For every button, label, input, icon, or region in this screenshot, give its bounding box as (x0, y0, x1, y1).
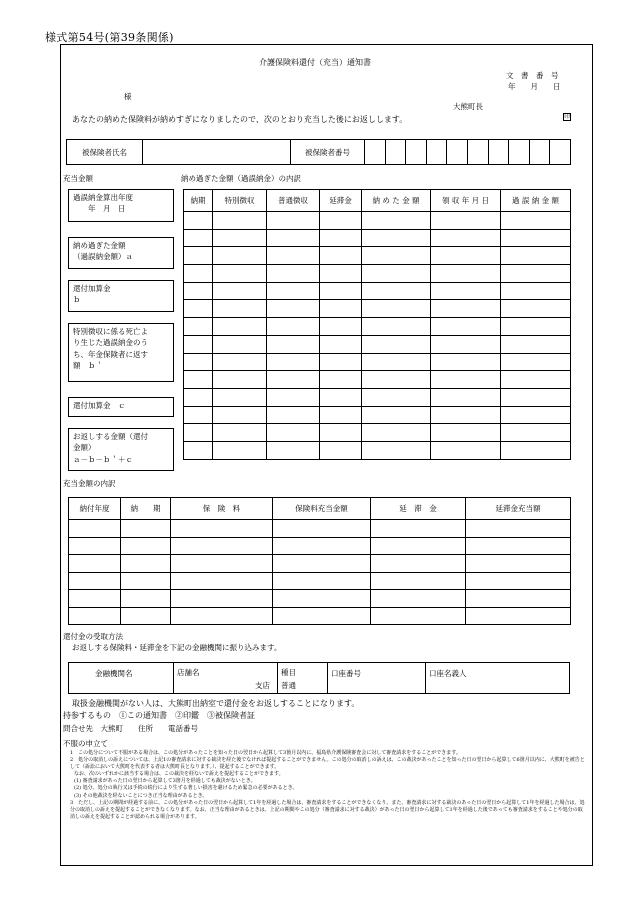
document-number-label: 文 書 番 号 (506, 71, 559, 80)
breakdown-cell[interactable] (184, 388, 213, 406)
objection-note: (1) 審査請求があった日の翌日から起算して3箇月を経過しても裁決がないとき。 (74, 778, 256, 785)
breakdown-cell[interactable] (267, 229, 320, 247)
contact-info: 問合せ先 大熊町 住所 電話番号 (63, 724, 198, 733)
breakdown-cell[interactable] (184, 406, 213, 424)
insured-number-digit[interactable] (385, 140, 406, 165)
col-header-period: 納期 (184, 190, 213, 212)
seal-mark (563, 103, 571, 122)
juto-cell[interactable] (121, 590, 171, 608)
objection-note: 3 ただし、上記の期間が経過する前に、この処分があった日の翌日から起算して1年を経過した場合は、審査請求をすることができなくなり、また、審査請求に対する裁決のあった日の翌日から起算して1年を経過した場合は、処分の取消しの訴えを提起することができなくなります。なお、正当な理由があるときは、上記の期間やこの処分（審査請求に対する裁決）があった日の翌日から起算して1年を経過した後であっても審査請求をすることや処分の取消しの訴えを提起することが認められる場合があります。 (70, 799, 585, 820)
insured-name-field[interactable] (143, 140, 291, 165)
breakdown-cell[interactable] (267, 441, 320, 459)
juto-cell[interactable] (69, 607, 121, 625)
juto-cell[interactable] (171, 590, 273, 608)
breakdown-cell[interactable] (431, 388, 501, 406)
breakdown-cell[interactable] (501, 212, 571, 230)
return-amount-formula: ａ－ｂ－ｂ＇＋ｃ (73, 454, 133, 464)
juto-header-premium: 保 険 料 (171, 498, 273, 520)
breakdown-cell[interactable] (362, 318, 431, 336)
receive-method-title: 還付金の受取方法 (63, 632, 123, 641)
refund-addition-b-letter: ｂ (73, 295, 81, 305)
juto-row (69, 537, 571, 555)
breakdown-cell[interactable] (320, 406, 362, 424)
breakdown-cell[interactable] (184, 353, 213, 371)
breakdown-cell[interactable] (431, 282, 501, 300)
juto-cell[interactable] (466, 555, 571, 573)
breakdown-cell[interactable] (501, 406, 571, 424)
breakdown-row (184, 247, 571, 265)
objection-notes (66, 750, 586, 821)
overpaid-amount-box (68, 237, 174, 269)
juto-cell[interactable] (371, 520, 466, 538)
form-number-label: 様式第54号(第39条関係) (45, 31, 174, 44)
juto-cell[interactable] (371, 555, 466, 573)
juto-cell[interactable] (171, 537, 273, 555)
document-date-label: 年 月 日 (508, 82, 561, 91)
breakdown-cell[interactable] (320, 335, 362, 353)
issuer-name: 大熊町長 (453, 102, 483, 111)
juto-row (69, 520, 571, 538)
account-holder-label: 口座名義人 (429, 669, 467, 678)
breakdown-cell[interactable] (362, 300, 431, 318)
insured-number-digit[interactable] (426, 140, 447, 165)
breakdown-cell[interactable] (213, 282, 267, 300)
pension-return-line2: り生じた過誤納金のう (73, 338, 148, 348)
juto-cell[interactable] (69, 572, 121, 590)
breakdown-cell[interactable] (501, 371, 571, 389)
breakdown-cell[interactable] (184, 424, 213, 442)
breakdown-cell[interactable] (362, 424, 431, 442)
branch-label: 店舗名 (177, 668, 200, 677)
breakdown-cell[interactable] (362, 388, 431, 406)
breakdown-cell[interactable] (267, 265, 320, 283)
insured-number-digit[interactable] (550, 140, 571, 165)
breakdown-cell[interactable] (362, 371, 431, 389)
no-bank-note: 取扱金融機関がない人は、大熊町出納室で還付金をお返しすることになります。 (72, 699, 360, 708)
juto-row (69, 572, 571, 590)
breakdown-cell[interactable] (184, 212, 213, 230)
breakdown-row (184, 229, 571, 247)
juto-row (69, 607, 571, 625)
breakdown-cell[interactable] (267, 406, 320, 424)
juto-cell[interactable] (371, 572, 466, 590)
breakdown-cell[interactable] (431, 371, 501, 389)
breakdown-row (184, 318, 571, 336)
calc-year-date: 年 月 日 (73, 204, 126, 214)
breakdown-row (184, 282, 571, 300)
section-juto-breakdown: 充当金額の内訳 (63, 479, 116, 488)
breakdown-cell[interactable] (267, 282, 320, 300)
juto-header-arrears: 延 滞 金 (371, 498, 466, 520)
breakdown-cell[interactable] (431, 424, 501, 442)
insured-number-digit[interactable] (488, 140, 509, 165)
breakdown-cell[interactable] (213, 441, 267, 459)
overpayment-breakdown-table (183, 189, 571, 460)
pension-return-line4: 額 ｂ＇ (73, 360, 103, 370)
juto-cell[interactable] (371, 607, 466, 625)
breakdown-cell[interactable] (267, 300, 320, 318)
insured-number-digit[interactable] (447, 140, 468, 165)
juto-cell[interactable] (171, 520, 273, 538)
overpaid-amount-label: 納め過ぎた金額 (73, 241, 126, 250)
breakdown-cell[interactable] (213, 371, 267, 389)
breakdown-cell[interactable] (184, 282, 213, 300)
pension-return-line3: ち、年金保険者に返す (73, 349, 148, 359)
juto-header-premium-applied: 保険料充当金額 (273, 498, 371, 520)
breakdown-cell[interactable] (320, 265, 362, 283)
breakdown-cell[interactable] (213, 335, 267, 353)
col-header-paid-amount: 納 め た 金 額 (362, 190, 431, 212)
return-amount-line2: 金額） (73, 443, 96, 453)
breakdown-cell[interactable] (431, 441, 501, 459)
notice-title: 介護保険料還付（充当）通知書 (259, 58, 371, 67)
juto-cell[interactable] (466, 537, 571, 555)
account-number-label: 口座番号 (331, 669, 361, 678)
section-juto-amount: 充当金額 (63, 174, 93, 183)
breakdown-cell[interactable] (320, 300, 362, 318)
breakdown-cell[interactable] (320, 353, 362, 371)
juto-row (69, 555, 571, 573)
insured-number-digit[interactable] (529, 140, 550, 165)
breakdown-cell[interactable] (184, 318, 213, 336)
refund-addition-b-box (68, 280, 174, 312)
branch-suffix: 支店 (255, 681, 270, 690)
breakdown-cell[interactable] (501, 282, 571, 300)
seal-icon: 印 (564, 114, 570, 120)
bank-table (68, 662, 570, 694)
col-header-arrears: 延滞金 (320, 190, 362, 212)
breakdown-cell[interactable] (320, 371, 362, 389)
breakdown-cell[interactable] (431, 335, 501, 353)
pension-return-box (68, 323, 174, 382)
breakdown-cell[interactable] (431, 406, 501, 424)
insured-number-digit[interactable] (365, 140, 386, 165)
juto-cell[interactable] (466, 590, 571, 608)
breakdown-row (184, 388, 571, 406)
breakdown-cell[interactable] (320, 282, 362, 300)
breakdown-cell[interactable] (501, 265, 571, 283)
breakdown-cell[interactable] (501, 441, 571, 459)
breakdown-cell[interactable] (501, 318, 571, 336)
breakdown-cell[interactable] (431, 318, 501, 336)
breakdown-cell[interactable] (362, 265, 431, 283)
breakdown-cell[interactable] (320, 441, 362, 459)
account-type-cell[interactable] (278, 663, 328, 694)
branch-cell[interactable] (174, 663, 278, 694)
breakdown-cell[interactable] (431, 300, 501, 318)
objection-note: (2) 処分、処分の執行又は手続の続行により生ずる著しい損害を避けるため緊急の必要があるとき。 (74, 785, 298, 792)
breakdown-cell[interactable] (431, 247, 501, 265)
juto-cell[interactable] (466, 572, 571, 590)
breakdown-cell[interactable] (362, 212, 431, 230)
juto-cell[interactable] (121, 607, 171, 625)
juto-cell[interactable] (171, 572, 273, 590)
intro-text: あなたの納めた保険料が納めすぎになりましたので、次のとおり充当した後にお返しします。 (72, 115, 408, 124)
breakdown-row (184, 441, 571, 459)
objection-note: なお、次のいずれかに該当する場合は、この裁決を経ないで訴えを提起することができます。 (74, 771, 284, 778)
calc-year-box (68, 189, 174, 222)
breakdown-cell[interactable] (213, 247, 267, 265)
col-header-receipt-date: 領 収 年 月 日 (431, 190, 501, 212)
juto-header-period: 納 期 (121, 498, 171, 520)
breakdown-cell[interactable] (320, 212, 362, 230)
breakdown-cell[interactable] (267, 353, 320, 371)
juto-header-arrears-applied: 延滞金充当額 (466, 498, 571, 520)
refund-addition-b-label: 還付加算金 (73, 284, 111, 293)
account-number-cell[interactable] (328, 663, 426, 694)
juto-cell[interactable] (466, 607, 571, 625)
breakdown-cell[interactable] (320, 318, 362, 336)
refund-addition-c-label: 還付加算金 ｃ (73, 401, 126, 410)
breakdown-cell[interactable] (362, 353, 431, 371)
breakdown-cell[interactable] (501, 424, 571, 442)
juto-cell[interactable] (69, 555, 121, 573)
breakdown-cell[interactable] (362, 282, 431, 300)
breakdown-cell[interactable] (213, 388, 267, 406)
breakdown-cell[interactable] (362, 406, 431, 424)
breakdown-row (184, 406, 571, 424)
juto-cell[interactable] (171, 555, 273, 573)
breakdown-cell[interactable] (213, 406, 267, 424)
overpaid-amount-sub: （過誤納金額）ａ (73, 252, 133, 262)
breakdown-cell[interactable] (184, 247, 213, 265)
breakdown-cell[interactable] (213, 265, 267, 283)
juto-cell[interactable] (371, 590, 466, 608)
juto-cell[interactable] (121, 572, 171, 590)
breakdown-cell[interactable] (213, 318, 267, 336)
objection-note: 1 この処分について不服がある場合は、この処分があったことを知った日の翌日から起算して3箇月以内に、福島県介護保険審査会に対して審査請求をすることができます。 (70, 750, 461, 756)
insured-number-digit[interactable] (406, 140, 427, 165)
breakdown-cell[interactable] (320, 388, 362, 406)
breakdown-cell[interactable] (267, 335, 320, 353)
juto-cell[interactable] (273, 607, 371, 625)
breakdown-cell[interactable] (320, 247, 362, 265)
breakdown-cell[interactable] (267, 371, 320, 389)
breakdown-cell[interactable] (267, 318, 320, 336)
breakdown-row (184, 212, 571, 230)
breakdown-cell[interactable] (501, 353, 571, 371)
breakdown-cell[interactable] (362, 441, 431, 459)
breakdown-cell[interactable] (184, 335, 213, 353)
col-header-overpaid: 過 誤 納 金 額 (501, 190, 571, 212)
breakdown-row (184, 424, 571, 442)
refund-addition-c-box (68, 397, 174, 417)
account-type-value: 普通 (281, 681, 296, 690)
juto-cell[interactable] (466, 520, 571, 538)
objection-note: (3) その他裁決を経ないことにつき正当な理由があるとき。 (74, 792, 208, 799)
breakdown-cell[interactable] (267, 247, 320, 265)
breakdown-cell[interactable] (184, 265, 213, 283)
calc-year-label: 過誤納金算出年度 (73, 193, 133, 202)
return-amount-box (68, 428, 174, 471)
juto-cell[interactable] (69, 590, 121, 608)
juto-cell[interactable] (121, 555, 171, 573)
juto-header-year: 納付年度 (69, 498, 121, 520)
bring-items: 持参するもの ①この通知書 ②印鑑 ③被保険者証 (63, 711, 255, 720)
breakdown-cell[interactable] (501, 247, 571, 265)
breakdown-cell[interactable] (184, 229, 213, 247)
breakdown-cell[interactable] (431, 212, 501, 230)
breakdown-row (184, 371, 571, 389)
breakdown-cell[interactable] (267, 212, 320, 230)
juto-cell[interactable] (121, 520, 171, 538)
breakdown-cell[interactable] (501, 335, 571, 353)
pension-return-line1: 特別徴収に係る死亡よ (73, 327, 148, 336)
juto-row (69, 590, 571, 608)
breakdown-cell[interactable] (362, 229, 431, 247)
breakdown-cell[interactable] (184, 300, 213, 318)
juto-cell[interactable] (371, 537, 466, 555)
breakdown-cell[interactable] (213, 229, 267, 247)
insured-number-digit[interactable] (467, 140, 488, 165)
breakdown-cell[interactable] (213, 300, 267, 318)
breakdown-cell[interactable] (501, 388, 571, 406)
bank-name-cell[interactable] (69, 663, 174, 694)
breakdown-row (184, 335, 571, 353)
breakdown-cell[interactable] (320, 229, 362, 247)
juto-cell[interactable] (69, 537, 121, 555)
breakdown-cell[interactable] (431, 353, 501, 371)
objection-note: 2 処分の取消しの訴えについては、上記1の審査請求に対する裁決を経た後でなければ提起することができません。この処分の取消しの訴えは、この裁決があったことを知った日の翌日から起算して6箇月以内に、大熊町を被告として（訴訟において大熊町を代表する者は大熊町長となります。）、提起することができます。 (70, 757, 585, 771)
juto-cell[interactable] (273, 537, 371, 555)
breakdown-cell[interactable] (431, 265, 501, 283)
breakdown-cell[interactable] (320, 424, 362, 442)
insured-number-digit[interactable] (509, 140, 530, 165)
breakdown-cell[interactable] (267, 424, 320, 442)
breakdown-cell[interactable] (267, 388, 320, 406)
breakdown-cell[interactable] (213, 212, 267, 230)
breakdown-cell[interactable] (184, 371, 213, 389)
account-holder-cell[interactable] (426, 663, 570, 694)
receive-method-desc: お返しする保険料・延滞金を下記の金融機関に振り込みます。 (72, 643, 282, 652)
juto-cell[interactable] (69, 520, 121, 538)
section-overpayment-breakdown: 納め過ぎた金額（過誤納金）の内訳 (181, 174, 301, 183)
insured-info-table (66, 139, 571, 165)
breakdown-cell[interactable] (362, 335, 431, 353)
recipient-suffix: 様 (124, 92, 132, 101)
breakdown-cell[interactable] (213, 424, 267, 442)
juto-breakdown-table (68, 497, 571, 625)
juto-cell[interactable] (273, 520, 371, 538)
insured-name-label: 被保険者氏名 (67, 140, 143, 165)
breakdown-cell[interactable] (501, 300, 571, 318)
breakdown-cell[interactable] (213, 353, 267, 371)
breakdown-cell[interactable] (184, 441, 213, 459)
breakdown-cell[interactable] (501, 229, 571, 247)
breakdown-cell[interactable] (362, 247, 431, 265)
return-amount-line1: お返しする金額（還付 (73, 432, 148, 441)
juto-cell[interactable] (273, 572, 371, 590)
insured-number-label: 被保険者番号 (291, 140, 365, 165)
col-header-normal: 普通徴収 (267, 190, 320, 212)
breakdown-row (184, 300, 571, 318)
col-header-special: 特別徴収 (213, 190, 267, 212)
account-type-label: 種目 (281, 668, 296, 677)
breakdown-row (184, 265, 571, 283)
juto-cell[interactable] (273, 590, 371, 608)
bank-name-label: 金融機関名 (95, 669, 133, 678)
breakdown-cell[interactable] (431, 229, 501, 247)
juto-cell[interactable] (273, 555, 371, 573)
objection-title: 不服の申立て (63, 739, 108, 748)
juto-cell[interactable] (171, 607, 273, 625)
breakdown-row (184, 353, 571, 371)
juto-cell[interactable] (121, 537, 171, 555)
